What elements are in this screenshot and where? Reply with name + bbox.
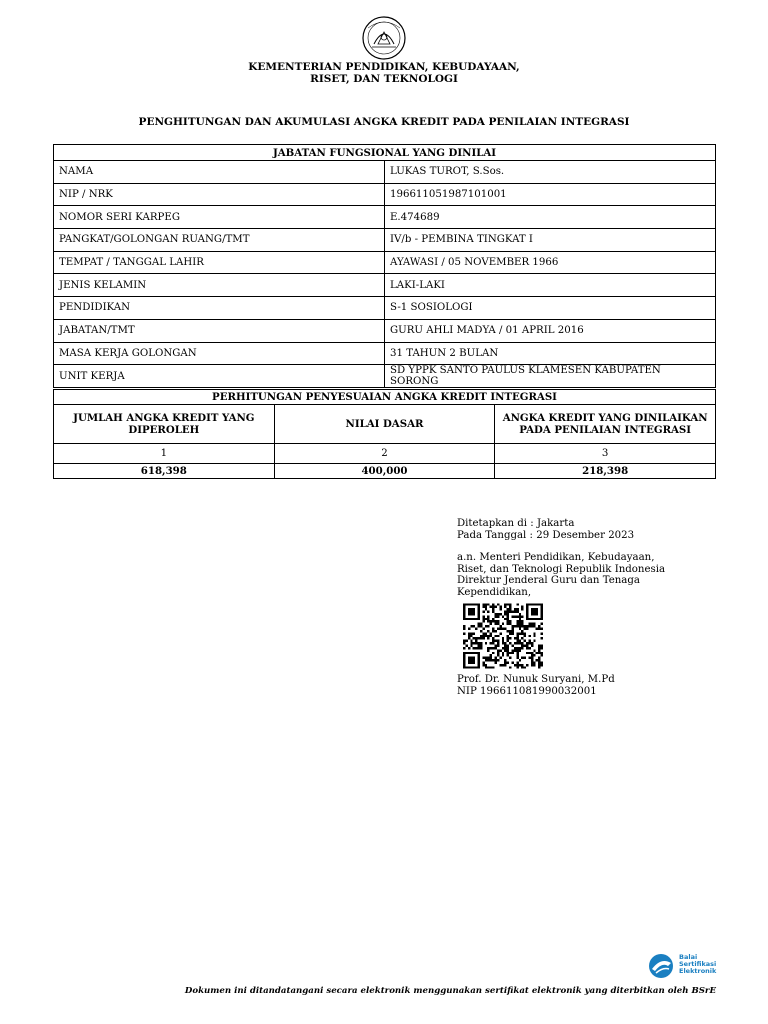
row-label: JENIS KELAMIN bbox=[54, 274, 385, 297]
table-row bbox=[54, 161, 716, 184]
total-credit-value: 618,398 bbox=[54, 464, 275, 479]
base-value: 400,000 bbox=[274, 464, 495, 479]
column-number: 2 bbox=[274, 444, 495, 464]
table-row bbox=[54, 251, 716, 274]
integrated-credit-value: 218,398 bbox=[495, 464, 716, 479]
row-label: NAMA bbox=[54, 161, 385, 184]
row-value: AYAWASI / 05 NOVEMBER 1966 bbox=[385, 251, 716, 274]
on-behalf-line1: a.n. Menteri Pendidikan, Kebudayaan, bbox=[457, 552, 655, 563]
row-label: PENDIDIKAN bbox=[54, 297, 385, 320]
ministry-name-line2: RISET, DAN TEKNOLOGI bbox=[310, 73, 458, 85]
calculation-table bbox=[53, 389, 716, 479]
calculation-values-row bbox=[54, 464, 716, 479]
signature-block bbox=[457, 518, 687, 598]
column-header-integrated-credit: ANGKA KREDIT YANG DINILAIKAN PADA PENILAIAN INTEGRASI bbox=[495, 405, 716, 444]
ministry-emblem-icon bbox=[356, 14, 412, 62]
table-row bbox=[54, 365, 716, 388]
bsre-logo-text bbox=[679, 954, 716, 975]
row-label: NIP / NRK bbox=[54, 183, 385, 206]
row-label: UNIT KERJA bbox=[54, 365, 385, 388]
calculation-heading: PERHITUNGAN PENYESUAIAN ANGKA KREDIT INTEGRASI bbox=[54, 390, 716, 405]
table-row bbox=[54, 206, 716, 229]
column-header-total-credit: JUMLAH ANGKA KREDIT YANG DIPEROLEH bbox=[54, 405, 275, 444]
calculation-heading-row bbox=[54, 390, 716, 405]
row-value: LAKI-LAKI bbox=[385, 274, 716, 297]
document-title: PENGHITUNGAN DAN AKUMULASI ANGKA KREDIT PADA PENILAIAN INTEGRASI bbox=[138, 116, 630, 128]
ministry-name-line1: KEMENTERIAN PENDIDIKAN, KEBUDAYAAN, bbox=[248, 61, 520, 73]
row-label: JABATAN/TMT bbox=[54, 319, 385, 342]
table-row bbox=[54, 319, 716, 342]
table-row bbox=[54, 274, 716, 297]
on-behalf-line3: Direktur Jenderal Guru dan Tenaga bbox=[457, 575, 640, 586]
identity-table-heading-row bbox=[54, 145, 716, 161]
row-value: GURU AHLI MADYA / 01 APRIL 2016 bbox=[385, 319, 716, 342]
row-label: TEMPAT / TANGGAL LAHIR bbox=[54, 251, 385, 274]
column-number: 3 bbox=[495, 444, 716, 464]
on-behalf-line4: Kependidikan, bbox=[457, 586, 532, 598]
qr-code-icon bbox=[463, 603, 543, 669]
column-number: 1 bbox=[54, 444, 275, 464]
row-label: PANGKAT/GOLONGAN RUANG/TMT bbox=[54, 229, 385, 252]
row-value: SD YPPK SANTO PAULUS KLAMESEN KABUPATEN SORONG bbox=[385, 365, 716, 388]
identity-table-heading: JABATAN FUNGSIONAL YANG DINILAI bbox=[54, 145, 716, 161]
signer-block bbox=[457, 674, 615, 697]
calculation-column-headers bbox=[54, 405, 716, 444]
signer-name: Prof. Dr. Nunuk Suryani, M.Pd bbox=[457, 674, 615, 685]
table-row bbox=[54, 297, 716, 320]
bsre-line2: Sertifikasi bbox=[679, 960, 717, 968]
row-value: 196611051987101001 bbox=[385, 183, 716, 206]
signature-date: Pada Tanggal : 29 Desember 2023 bbox=[457, 529, 635, 541]
table-row bbox=[54, 183, 716, 206]
table-row bbox=[54, 342, 716, 365]
signature-place: Ditetapkan di : Jakarta bbox=[457, 518, 575, 529]
bsre-line3: Elektronik bbox=[679, 967, 717, 975]
row-value: E.474689 bbox=[385, 206, 716, 229]
on-behalf-line2: Riset, dan Teknologi Republik Indonesia bbox=[457, 563, 666, 575]
column-header-base-value: NILAI DASAR bbox=[274, 405, 495, 444]
column-number-row bbox=[54, 444, 716, 464]
table-row bbox=[54, 229, 716, 252]
row-value: IV/b - PEMBINA TINGKAT I bbox=[385, 229, 716, 252]
bsre-line1: Balai bbox=[679, 953, 698, 961]
footer-note: Dokumen ini ditandatangani secara elektronik menggunakan sertifikat elektronik yang diterbitkan oleh BSrE bbox=[184, 986, 716, 996]
row-value: 31 TAHUN 2 BULAN bbox=[385, 342, 716, 365]
row-value: S-1 SOSIOLOGI bbox=[385, 297, 716, 320]
signer-nip: NIP 196611081990032001 bbox=[457, 685, 597, 697]
row-label: MASA KERJA GOLONGAN bbox=[54, 342, 385, 365]
row-label: NOMOR SERI KARPEG bbox=[54, 206, 385, 229]
identity-table bbox=[53, 144, 716, 388]
row-value: LUKAS TUROT, S.Sos. bbox=[385, 161, 716, 184]
